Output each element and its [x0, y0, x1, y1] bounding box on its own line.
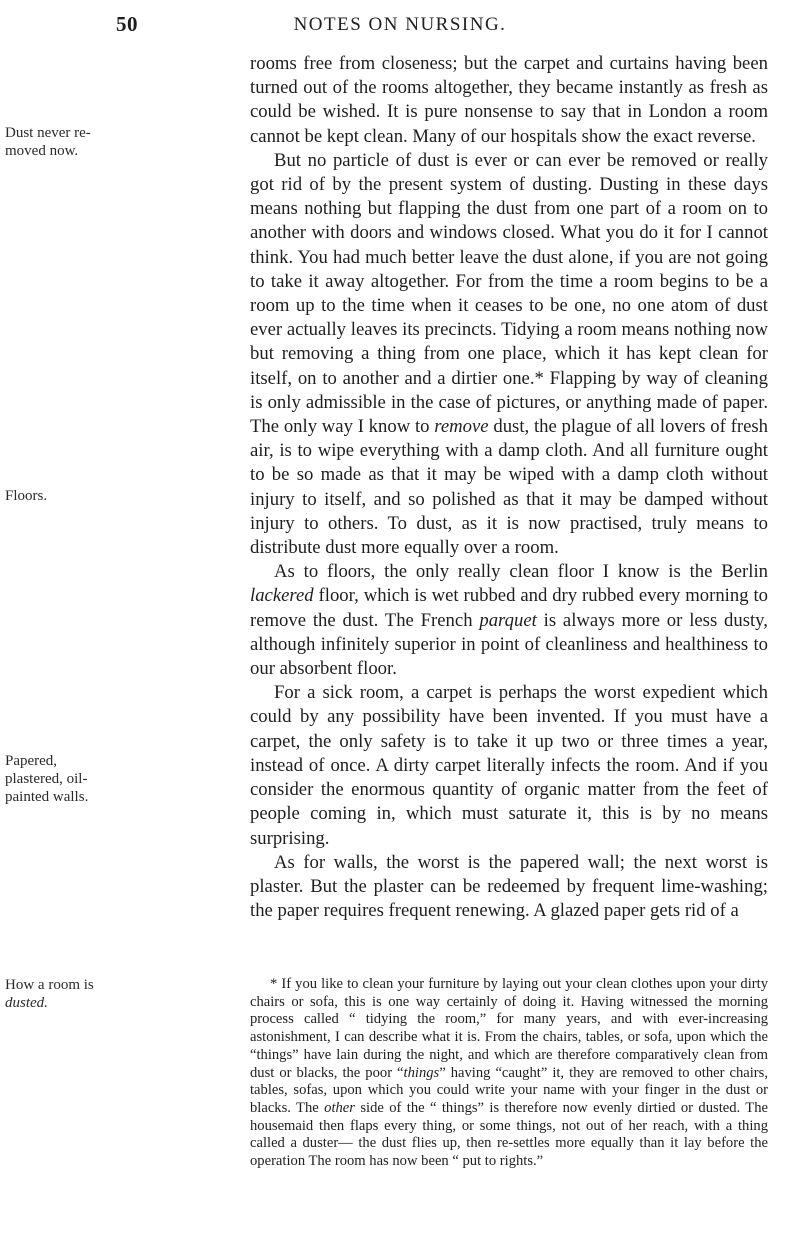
footnote-marginal: [5, 976, 205, 1012]
footnote-text: [250, 976, 768, 1171]
emphasis: dusted.: [5, 995, 48, 1011]
emphasis: things: [403, 1064, 440, 1081]
emphasis: parquet: [479, 609, 537, 631]
text-run: is always more or less dusty, although infinitely superior in point of cleanliness and healthiness to our absorbent floor.: [250, 609, 768, 680]
text-run: As to floors, the only really clean floor I know is the Berlin: [274, 561, 768, 583]
footnote: [250, 976, 768, 1171]
paragraph-floors: [250, 560, 768, 681]
paragraph-walls: As for walls, the worst is the papered wall; the next worst is plaster. But the plaster can be redeemed by frequent lime-washing; the paper requires frequent renewing. A glazed paper gets rid of a: [250, 851, 768, 922]
paragraph: rooms free from closeness; but the carpet and curtains having been turned out of the rooms altogether, they became instantly as fresh as could be wished. It is pure nonsense to say that in London a room cannot be kept clean. Many of our hospitals show the exact reverse.: [250, 53, 768, 147]
text-run: floor, which is wet rubbed and dry rubbed every morning to remove the dust. The French: [250, 585, 768, 631]
text-run: But no particle of dust is ever or can ever be removed or really got rid of by the present system of dusting. Dusting in these days means nothing but flapping the dust from one part of a room on to another with doors and windows closed. What you do it for I cannot think. You had much better leave the dust alone, if you are not going to take it away altogether. For from the time a room begins to be a room up to the time when it ceases to be one, no one atom of dust ever actually leaves its precincts. Tidying a room means nothing now but removing a thing from one place, which it has kept clean for itself, on to another and a dirtier one.* Flapping by way of cleaning is only admissible in the case of pictures, or anything made of paper. The only way I know to: [250, 149, 768, 438]
text-run: dust, the plague of all lovers of fresh air, is to wipe everything with a damp cloth. And all furniture ought to be so made as that it may be wiped with a damp cloth without injury to itself, and so polished as that it may be damped without injury to others. To dust, as it is now practised, truly means to distribute dust more equally over a room.: [250, 416, 768, 559]
emphasis: other: [324, 1099, 355, 1116]
footnote-marginal-line: How a room is: [5, 977, 94, 993]
text-run: * If you like to clean your furniture by laying out your clean clothes upon your dirty chairs or sofa, this is one way certainly of doing it. Having witnessed the morning process called “ tidying the room,” for many years, and with ever-increasing astonishment, I can describe what it is. From the chairs, tables, or sofa, upon which the “things” have lain during the night, and which are therefore comparatively clean from dust or blacks, the poor “: [250, 976, 768, 1081]
text-run: side of the “ things” is therefore now evenly dirtied or dusted. The housemaid then flaps every thing, or some things, not out of her reach, with a thing called a duster— the dust flies up, then re-settles more equally than it lay before the operation The room has now been “ put to rights.”: [250, 1099, 768, 1170]
emphasis: lackered: [250, 585, 314, 607]
marginal-note-walls: Papered, plastered, oil-painted walls.: [5, 753, 89, 805]
paragraph-carpet: For a sick room, a carpet is perhaps the worst expedient which could by any possibility have been invented. If you must have a carpet, the only safety is to take it up two or three times a year, instead of once. A dirty carpet literally infects the room. And if you consider the enormous quantity of organic matter from the feet of people coming in, which must saturate it, this is by no means surprising.: [250, 682, 768, 849]
marginal-note-dust: Dust never re-moved now.: [5, 125, 91, 159]
body-text: [250, 52, 768, 923]
paragraph-dusting: [250, 149, 768, 560]
page-number: 50: [116, 12, 138, 36]
marginal-note-floors: Floors.: [5, 488, 48, 504]
page-header: [0, 12, 800, 42]
text-run: ” having “caught” it, they are removed to other chairs, tables, sofas, upon which you could write your name with your finger in the dust or blacks. The: [250, 1064, 768, 1116]
emphasis: remove: [434, 416, 489, 438]
footnote-marginal-line: [5, 994, 205, 1012]
running-title: NOTES ON NURSING.: [293, 14, 507, 35]
